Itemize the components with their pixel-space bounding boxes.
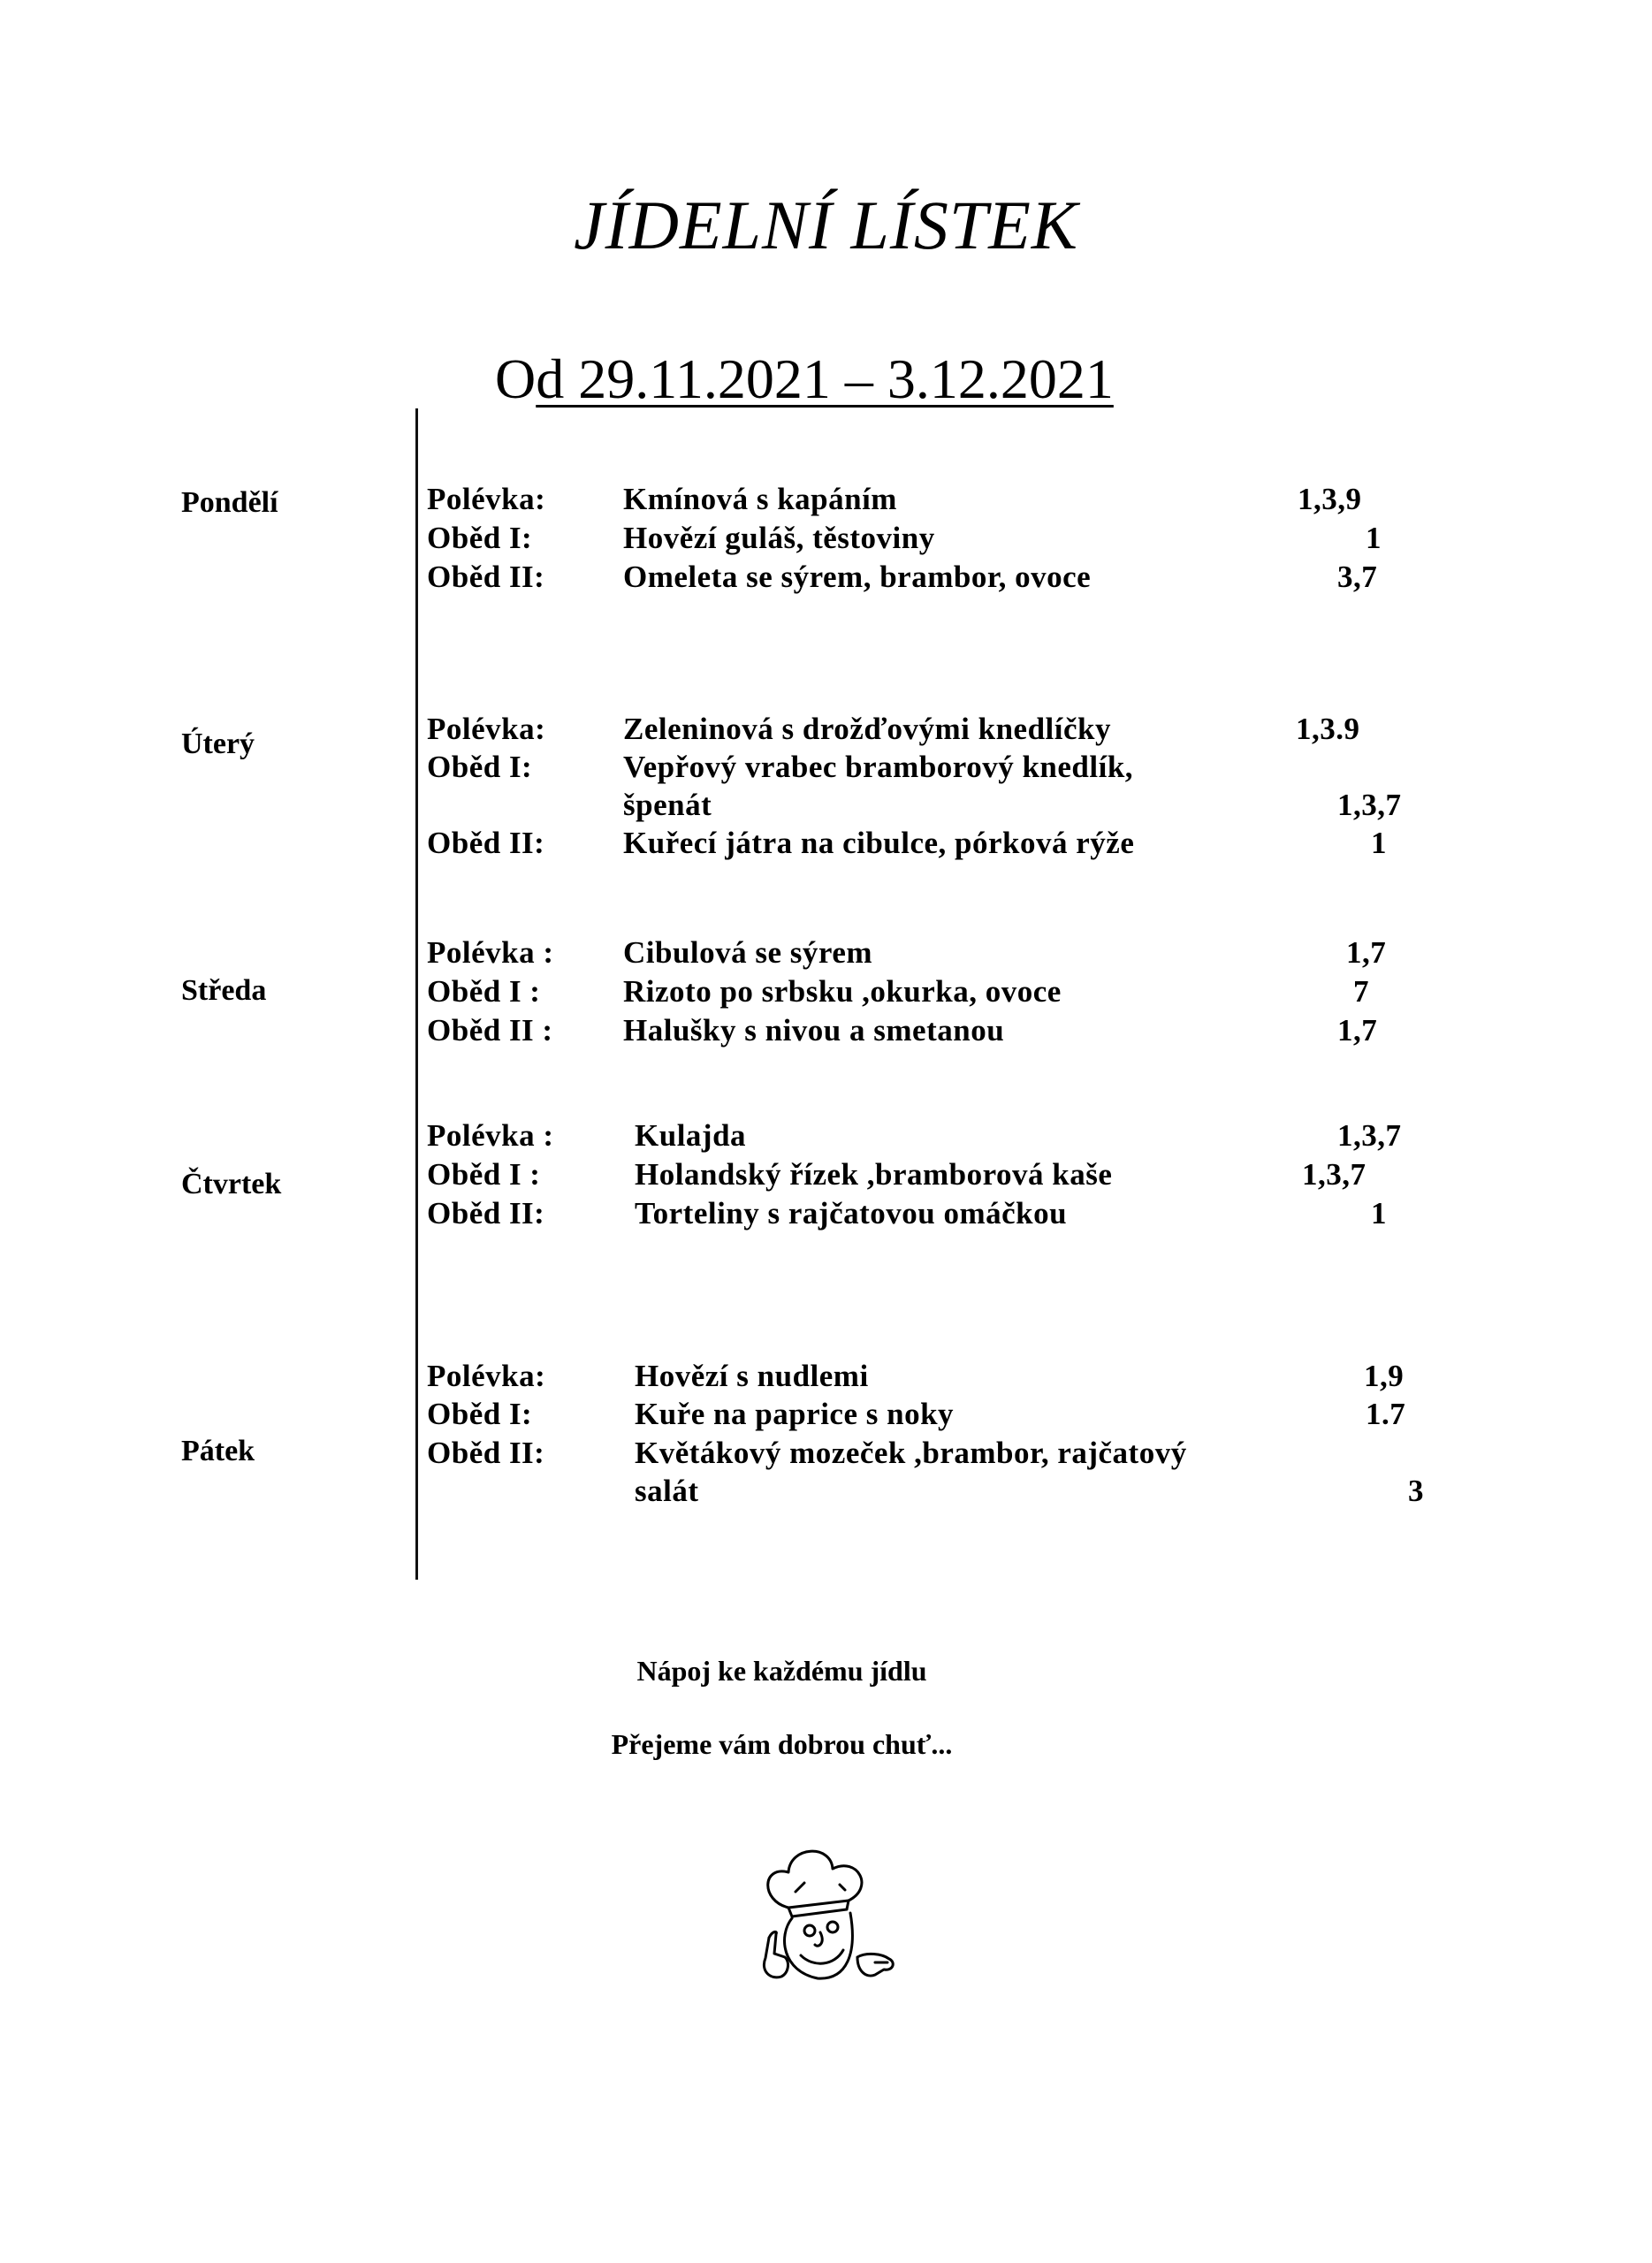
row-dish: Kmínová s kapáním — [623, 482, 897, 516]
day-friday: Pátek — [181, 1435, 255, 1467]
row-label: Polévka : — [427, 935, 554, 970]
row-dish: Rizoto po srbsku ,okurka, ovoce — [623, 974, 1062, 1009]
row-allergens: 1 — [1371, 826, 1387, 860]
row-allergens: 1 — [1371, 1196, 1387, 1231]
row-allergens: 1,3,7 — [1337, 788, 1402, 822]
row-allergens: 1,7 — [1346, 935, 1387, 970]
day-tuesday: Úterý — [181, 728, 255, 760]
row-allergens: 1,9 — [1364, 1359, 1405, 1393]
row-label: Oběd II: — [427, 1436, 545, 1470]
row-dish: Halušky s nivou a smetanou — [623, 1013, 1005, 1048]
row-allergens: 7 — [1353, 974, 1369, 1009]
row-allergens: 1,3,9 — [1298, 482, 1362, 516]
row-allergens: 1,3,7 — [1302, 1157, 1367, 1192]
row-dish: špenát — [623, 788, 712, 822]
row-label: Polévka: — [427, 482, 546, 516]
drink-note: Nápoj ke každému jídlu — [636, 1655, 927, 1687]
row-allergens: 1.7 — [1366, 1397, 1406, 1431]
date-range-text: d 29.11.2021 – 3.12.2021 — [536, 347, 1114, 410]
row-label: Oběd I : — [427, 1157, 541, 1192]
chef-cartoon-icon — [734, 1839, 910, 2007]
row-allergens: 1,3.9 — [1296, 712, 1360, 746]
row-dish: salát — [635, 1474, 699, 1508]
row-dish: Květákový mozeček ,brambor, rajčatový — [635, 1436, 1187, 1470]
day-monday: Pondělí — [181, 486, 278, 519]
row-label: Oběd I: — [427, 1397, 533, 1431]
page-title: JÍDELNÍ LÍSTEK — [574, 187, 1078, 263]
row-dish: Omeleta se sýrem, brambor, ovoce — [623, 560, 1092, 594]
row-dish: Hovězí s nudlemi — [635, 1359, 869, 1393]
wish-note: Přejeme vám dobrou chuť... — [611, 1728, 953, 1760]
day-wednesday: Středa — [181, 974, 267, 1007]
row-dish: Kuře na paprice s noky — [635, 1397, 955, 1431]
row-allergens: 1,3,7 — [1337, 1118, 1402, 1153]
row-label: Oběd II: — [427, 826, 545, 860]
row-allergens: 3 — [1408, 1474, 1424, 1508]
divider-line — [415, 408, 418, 1580]
row-label: Oběd II : — [427, 1013, 553, 1048]
row-dish: Kulajda — [635, 1118, 747, 1153]
row-dish: Holandský řízek ,bramborová kaše — [635, 1157, 1113, 1192]
row-dish: Hovězí guláš, těstoviny — [623, 521, 935, 555]
row-allergens: 1,7 — [1337, 1013, 1378, 1048]
day-thursday: Čtvrtek — [181, 1168, 282, 1200]
row-allergens: 3,7 — [1337, 560, 1378, 594]
row-dish: Torteliny s rajčatovou omáčkou — [635, 1196, 1068, 1231]
row-dish: Zeleninová s drožďovými knedlíčky — [623, 712, 1111, 746]
date-range — [495, 347, 1114, 412]
row-label: Oběd II: — [427, 1196, 545, 1231]
row-dish: Vepřový vrabec bramborový knedlík, — [623, 750, 1134, 784]
row-label: Oběd I: — [427, 750, 533, 784]
row-label: Polévka : — [427, 1118, 554, 1153]
row-dish: Cibulová se sýrem — [623, 935, 873, 970]
row-label: Oběd I: — [427, 521, 533, 555]
row-label: Polévka: — [427, 1359, 546, 1393]
row-label: Polévka: — [427, 712, 546, 746]
row-dish: Kuřecí játra na cibulce, pórková rýže — [623, 826, 1135, 860]
row-label: Oběd II: — [427, 560, 545, 594]
row-allergens: 1 — [1366, 521, 1382, 555]
date-range-prefix: O — [495, 347, 537, 410]
row-label: Oběd I : — [427, 974, 541, 1009]
